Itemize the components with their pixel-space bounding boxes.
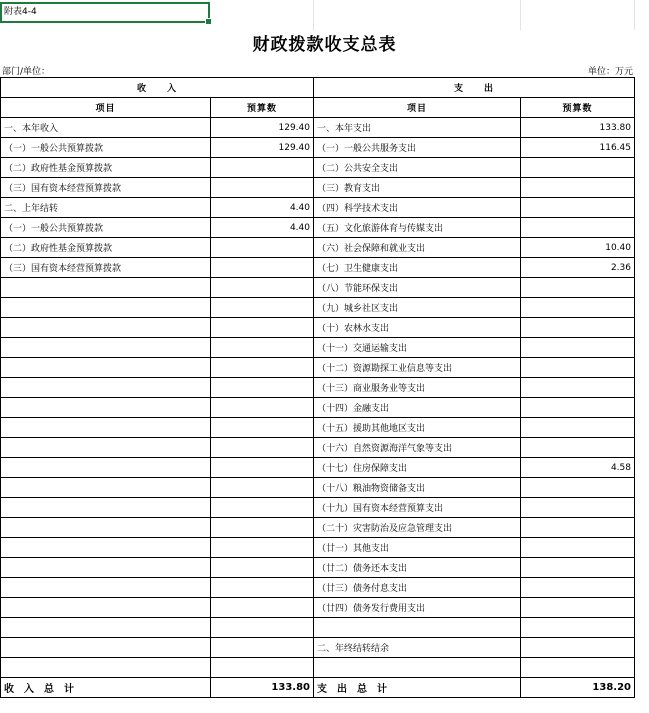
expense-item-cell[interactable]: （七）卫生健康支出 (314, 258, 521, 278)
table-row (1, 358, 635, 378)
table-row (1, 538, 635, 558)
table-row (1, 178, 635, 198)
page-title: 财政拨款收支总表 (252, 35, 397, 55)
income-value-cell[interactable] (211, 458, 314, 478)
table-row (1, 638, 635, 658)
table-row (1, 618, 635, 638)
expense-item-cell[interactable]: （十七）住房保障支出 (314, 458, 521, 478)
income-item-cell[interactable]: （三）国有资本经营预算拨款 (1, 258, 211, 278)
expense-value-cell[interactable] (521, 158, 635, 178)
table-row (1, 278, 635, 298)
income-value-cell[interactable] (211, 658, 314, 678)
table-row (1, 418, 635, 438)
income-item-cell[interactable]: （二）政府性基金预算拨款 (1, 158, 211, 178)
table-row (1, 578, 635, 598)
expense-value-cell[interactable] (521, 518, 635, 538)
income-budget-header[interactable]: 预算数 (211, 98, 314, 118)
expense-item-cell[interactable]: 一、本年支出 (314, 118, 521, 138)
budget-table (0, 77, 635, 698)
income-value-cell[interactable]: 4.40 (211, 218, 314, 238)
income-value-cell[interactable]: 4.40 (211, 198, 314, 218)
expense-value-cell[interactable] (521, 338, 635, 358)
income-item-header[interactable]: 项目 (1, 98, 211, 118)
income-value-cell[interactable] (211, 338, 314, 358)
expense-item-cell[interactable]: （廿一）其他支出 (314, 538, 521, 558)
expense-item-cell[interactable]: （二）公共安全支出 (314, 158, 521, 178)
expense-item-cell[interactable]: （十六）自然资源海洋气象等支出 (314, 438, 521, 458)
expense-item-cell[interactable]: （十九）国有资本经营预算支出 (314, 498, 521, 518)
income-item-cell[interactable]: 一、本年收入 (1, 118, 211, 138)
expense-item-cell[interactable]: 二、年终结转结余 (314, 638, 521, 658)
expense-value-cell[interactable] (521, 618, 635, 638)
expense-item-cell[interactable]: （廿三）债务付息支出 (314, 578, 521, 598)
income-value-cell[interactable] (211, 498, 314, 518)
expense-value-cell[interactable] (521, 658, 635, 678)
expense-value-cell[interactable] (521, 318, 635, 338)
table-row (1, 118, 635, 138)
income-item-cell[interactable] (1, 318, 211, 338)
expense-value-cell[interactable]: 10.40 (521, 238, 635, 258)
income-value-cell[interactable] (211, 398, 314, 418)
expense-item-cell[interactable]: （十八）粮油物资储备支出 (314, 478, 521, 498)
income-item-cell[interactable] (1, 618, 211, 638)
income-value-cell[interactable] (211, 438, 314, 458)
table-row (1, 498, 635, 518)
expense-item-cell[interactable]: （九）城乡社区支出 (314, 298, 521, 318)
expense-value-cell[interactable]: 4.58 (521, 458, 635, 478)
income-value-cell[interactable] (211, 618, 314, 638)
income-value-cell[interactable] (211, 258, 314, 278)
gridline (634, 0, 635, 30)
income-value-cell[interactable] (211, 178, 314, 198)
income-item-cell[interactable] (1, 518, 211, 538)
income-value-cell[interactable] (211, 538, 314, 558)
table-row (1, 318, 635, 338)
expense-item-cell[interactable]: （八）节能环保支出 (314, 278, 521, 298)
expense-value-cell[interactable] (521, 358, 635, 378)
expense-item-cell[interactable]: （十五）援助其他地区支出 (314, 418, 521, 438)
gridline (520, 0, 521, 30)
income-item-cell[interactable]: （一）一般公共预算拨款 (1, 218, 211, 238)
income-item-cell[interactable] (1, 398, 211, 418)
expense-item-cell[interactable] (314, 658, 521, 678)
income-header[interactable]: 收 入 (1, 78, 314, 98)
selected-cell[interactable] (0, 2, 210, 23)
income-item-cell[interactable]: 二、上年结转 (1, 198, 211, 218)
expense-item-cell[interactable]: （十二）资源勘探工业信息等支出 (314, 358, 521, 378)
expense-value-cell[interactable] (521, 438, 635, 458)
expense-budget-header[interactable]: 预算数 (521, 98, 635, 118)
income-item-cell[interactable] (1, 278, 211, 298)
expense-value-cell[interactable] (521, 378, 635, 398)
table-row (1, 598, 635, 618)
table-row (1, 138, 635, 158)
expense-item-cell[interactable] (314, 618, 521, 638)
expense-value-cell[interactable] (521, 498, 635, 518)
table-row (1, 478, 635, 498)
expense-value-cell[interactable]: 116.45 (521, 138, 635, 158)
expense-item-cell[interactable]: （十三）商业服务业等支出 (314, 378, 521, 398)
income-item-cell[interactable] (1, 438, 211, 458)
expense-value-cell[interactable] (521, 218, 635, 238)
income-total-value[interactable]: 133.80 (211, 678, 314, 698)
expense-value-cell[interactable] (521, 558, 635, 578)
expense-value-cell[interactable] (521, 418, 635, 438)
table-row (1, 398, 635, 418)
table-row (1, 238, 635, 258)
expense-item-cell[interactable]: （廿四）债务发行费用支出 (314, 598, 521, 618)
fill-handle[interactable] (205, 18, 212, 25)
income-item-cell[interactable] (1, 418, 211, 438)
income-value-cell[interactable] (211, 158, 314, 178)
expense-item-header[interactable]: 项目 (314, 98, 521, 118)
expense-item-cell[interactable]: （一）一般公共服务支出 (314, 138, 521, 158)
income-value-cell[interactable] (211, 478, 314, 498)
expense-item-cell[interactable]: （六）社会保障和就业支出 (314, 238, 521, 258)
expense-value-cell[interactable]: 2.36 (521, 258, 635, 278)
table-row (1, 298, 635, 318)
expense-value-cell[interactable]: 133.80 (521, 118, 635, 138)
income-item-cell[interactable] (1, 538, 211, 558)
income-value-cell[interactable]: 129.40 (211, 138, 314, 158)
income-item-cell[interactable] (1, 298, 211, 318)
expense-item-cell[interactable]: （五）文化旅游体育与传媒支出 (314, 218, 521, 238)
income-value-cell[interactable] (211, 298, 314, 318)
income-item-cell[interactable] (1, 458, 211, 478)
table-row (1, 458, 635, 478)
table-row (1, 438, 635, 458)
income-value-cell[interactable] (211, 518, 314, 538)
expense-item-cell[interactable]: （十一）交通运输支出 (314, 338, 521, 358)
table-row (1, 378, 635, 398)
income-item-cell[interactable] (1, 378, 211, 398)
cell-ref-text: 附表4-4 (4, 7, 37, 17)
expense-item-cell[interactable]: （十）农林水支出 (314, 318, 521, 338)
table-row (1, 158, 635, 178)
income-total-label[interactable]: 收 入 总 计 (1, 678, 211, 698)
expense-header[interactable]: 支 出 (314, 78, 635, 98)
income-item-cell[interactable]: （一）一般公共预算拨款 (1, 138, 211, 158)
table-row (1, 558, 635, 578)
income-item-cell[interactable]: （三）国有资本经营预算拨款 (1, 178, 211, 198)
income-item-cell[interactable]: （二）政府性基金预算拨款 (1, 238, 211, 258)
income-item-cell[interactable] (1, 598, 211, 618)
table-row (1, 198, 635, 218)
income-value-cell[interactable] (211, 598, 314, 618)
dept-label: 部门/单位： (2, 67, 51, 77)
expense-value-cell[interactable] (521, 298, 635, 318)
income-value-cell[interactable] (211, 558, 314, 578)
expense-item-cell[interactable]: （廿二）债务还本支出 (314, 558, 521, 578)
totals-row (1, 678, 635, 698)
income-value-cell[interactable] (211, 578, 314, 598)
table-row (1, 258, 635, 278)
gridline (313, 0, 314, 30)
expense-item-cell[interactable]: （四）科学技术支出 (314, 198, 521, 218)
table-row (1, 338, 635, 358)
income-item-cell[interactable] (1, 578, 211, 598)
column-header-row (1, 98, 635, 118)
unit-label: 单位：万元 (587, 67, 633, 77)
income-value-cell[interactable] (211, 278, 314, 298)
income-item-cell[interactable] (1, 658, 211, 678)
expense-value-cell[interactable] (521, 478, 635, 498)
expense-item-cell[interactable]: （二十）灾害防治及应急管理支出 (314, 518, 521, 538)
income-value-cell[interactable] (211, 318, 314, 338)
income-value-cell[interactable] (211, 238, 314, 258)
expense-value-cell[interactable] (521, 198, 635, 218)
income-item-cell[interactable] (1, 558, 211, 578)
expense-total-value[interactable]: 138.20 (521, 678, 635, 698)
table-row (1, 218, 635, 238)
expense-value-cell[interactable] (521, 598, 635, 618)
income-value-cell[interactable]: 129.40 (211, 118, 314, 138)
income-item-cell[interactable] (1, 638, 211, 658)
expense-value-cell[interactable] (521, 178, 635, 198)
income-value-cell[interactable] (211, 358, 314, 378)
expense-item-cell[interactable]: （三）教育支出 (314, 178, 521, 198)
expense-value-cell[interactable] (521, 578, 635, 598)
expense-value-cell[interactable] (521, 538, 635, 558)
income-value-cell[interactable] (211, 378, 314, 398)
expense-value-cell[interactable] (521, 278, 635, 298)
table-row (1, 658, 635, 678)
expense-item-cell[interactable]: （十四）金融支出 (314, 398, 521, 418)
expense-total-label[interactable]: 支 出 总 计 (314, 678, 521, 698)
expense-value-cell[interactable] (521, 638, 635, 658)
table-row (1, 518, 635, 538)
income-item-cell[interactable] (1, 358, 211, 378)
income-item-cell[interactable] (1, 478, 211, 498)
income-item-cell[interactable] (1, 498, 211, 518)
income-value-cell[interactable] (211, 418, 314, 438)
income-value-cell[interactable] (211, 638, 314, 658)
section-header-row (1, 78, 635, 98)
income-item-cell[interactable] (1, 338, 211, 358)
expense-value-cell[interactable] (521, 398, 635, 418)
